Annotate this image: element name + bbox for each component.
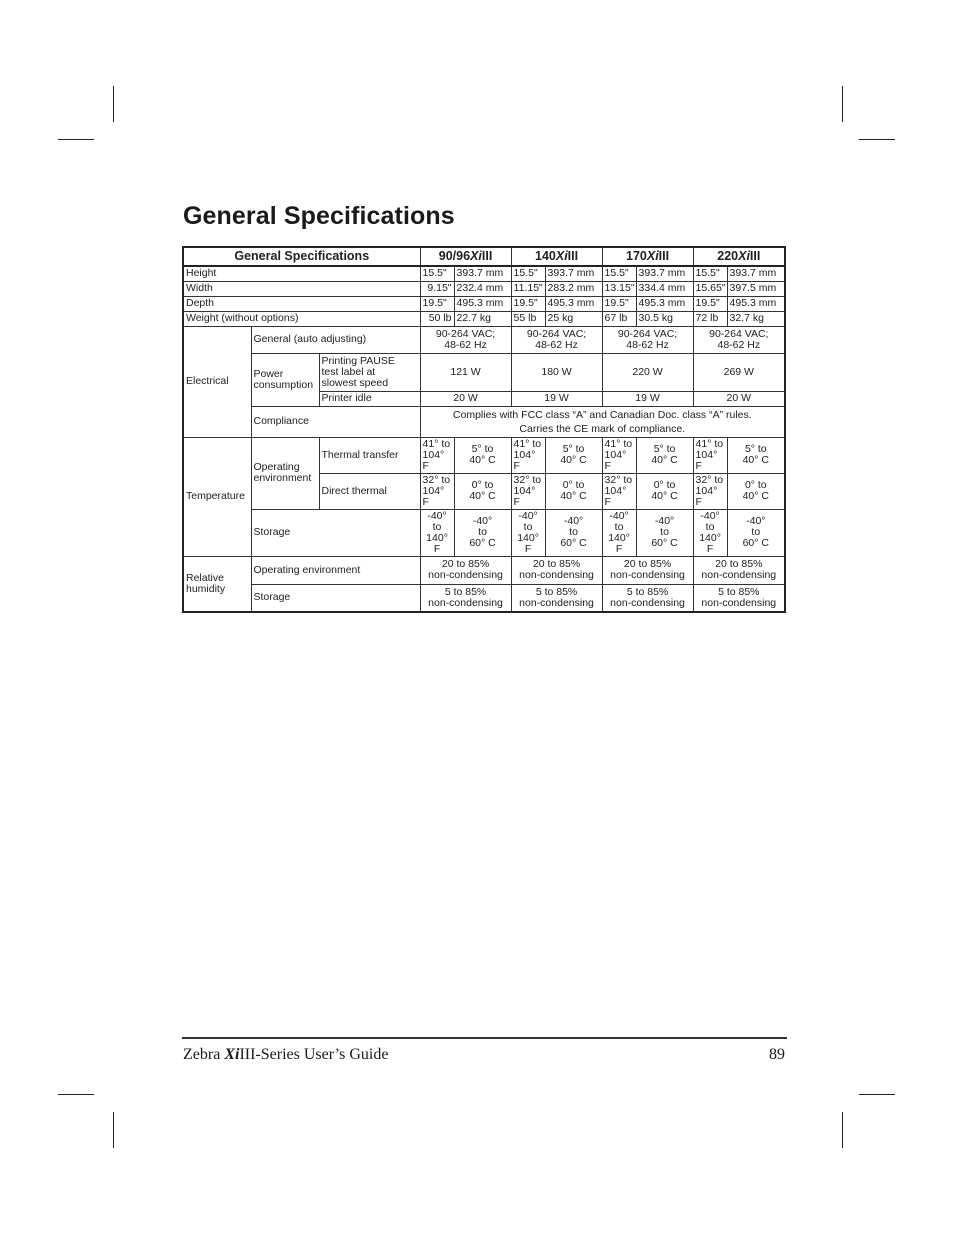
- cell-value: 90-264 VAC; 48-62 Hz: [511, 326, 602, 353]
- row-label-operating-environment: Operating environment: [251, 437, 319, 509]
- cell-value: 5 to 85% non-condensing: [693, 584, 785, 612]
- cell-value: -40° to 60° C: [545, 509, 602, 556]
- specifications-table: [182, 246, 786, 613]
- table-row: [183, 406, 785, 437]
- row-label: Storage: [251, 509, 420, 556]
- row-label: Depth: [183, 296, 420, 311]
- row-label: Direct thermal: [319, 473, 420, 509]
- table-row: [183, 311, 785, 326]
- cell-value: -40° to 140° F: [602, 509, 636, 556]
- cell-value: 5 to 85% non-condensing: [602, 584, 693, 612]
- table-row: [183, 266, 785, 281]
- cell-value: 393.7 mm: [727, 266, 785, 281]
- cell-value: -40° to 60° C: [727, 509, 785, 556]
- row-label: Printer idle: [319, 391, 420, 406]
- cell-value: -40° to 60° C: [636, 509, 693, 556]
- row-label: Thermal transfer: [319, 437, 420, 473]
- cell-value: 393.7 mm: [636, 266, 693, 281]
- cell-value: 20 to 85% non-condensing: [511, 556, 602, 584]
- cell-value: -40° to 140° F: [420, 509, 454, 556]
- cell-value: 19.5": [693, 296, 727, 311]
- cell-value: 19.5": [420, 296, 454, 311]
- header-model: 220XiIII: [693, 247, 785, 266]
- cell-value: 5° to 40° C: [545, 437, 602, 473]
- crop-mark: [859, 139, 895, 140]
- cell-value: 90-264 VAC; 48-62 Hz: [693, 326, 785, 353]
- cell-value: 55 lb: [511, 311, 545, 326]
- cell-value: 20 to 85% non-condensing: [602, 556, 693, 584]
- cell-value: 495.3 mm: [636, 296, 693, 311]
- section-label-humidity: Relative humidity: [183, 556, 251, 612]
- cell-value: 15.5": [420, 266, 454, 281]
- cell-value: 19 W: [602, 391, 693, 406]
- cell-value: 5° to 40° C: [636, 437, 693, 473]
- cell-value: 5 to 85% non-condensing: [511, 584, 602, 612]
- cell-value: 397.5 mm: [727, 281, 785, 296]
- cell-value: 30.5 kg: [636, 311, 693, 326]
- cell-value: -40° to 140° F: [511, 509, 545, 556]
- cell-value: 72 lb: [693, 311, 727, 326]
- cell-value: 11.15": [511, 281, 545, 296]
- footer-title: Zebra XiIII-Series User’s Guide: [183, 1046, 389, 1063]
- cell-value: 5° to 40° C: [454, 437, 511, 473]
- header-label: General Specifications: [183, 247, 420, 266]
- cell-value: 393.7 mm: [545, 266, 602, 281]
- cell-value: 495.3 mm: [545, 296, 602, 311]
- cell-value: 15.5": [602, 266, 636, 281]
- cell-value: 393.7 mm: [454, 266, 511, 281]
- table-row: [183, 509, 785, 556]
- cell-value: 32.7 kg: [727, 311, 785, 326]
- table-header-row: [183, 247, 785, 266]
- cell-value: 32° to 104° F: [693, 473, 727, 509]
- cell-value: 495.3 mm: [454, 296, 511, 311]
- cell-value: 0° to 40° C: [727, 473, 785, 509]
- row-label: Weight (without options): [183, 311, 420, 326]
- cell-value: 232.4 mm: [454, 281, 511, 296]
- cell-value: 41° to 104° F: [420, 437, 454, 473]
- cell-value: 5° to 40° C: [727, 437, 785, 473]
- cell-value: 41° to 104° F: [511, 437, 545, 473]
- header-model: 90/96XiIII: [420, 247, 511, 266]
- row-label: Storage: [251, 584, 420, 612]
- cell-value: 41° to 104° F: [693, 437, 727, 473]
- table-row: [183, 281, 785, 296]
- row-label: Operating environment: [251, 556, 420, 584]
- table-row: [183, 326, 785, 353]
- row-label: Compliance: [251, 406, 420, 437]
- cell-value: 90-264 VAC; 48-62 Hz: [420, 326, 511, 353]
- table-row: [183, 296, 785, 311]
- cell-value: 25 kg: [545, 311, 602, 326]
- row-label-power-consumption: Power consumption: [251, 353, 319, 406]
- crop-mark: [842, 1112, 843, 1148]
- cell-value: 32° to 104° F: [511, 473, 545, 509]
- crop-mark: [58, 139, 94, 140]
- cell-value: 9.15": [420, 281, 454, 296]
- row-label: Height: [183, 266, 420, 281]
- cell-value: 19.5": [511, 296, 545, 311]
- cell-value: 0° to 40° C: [454, 473, 511, 509]
- cell-value: 0° to 40° C: [545, 473, 602, 509]
- cell-value: 20 to 85% non-condensing: [420, 556, 511, 584]
- cell-value: 5 to 85% non-condensing: [420, 584, 511, 612]
- cell-value: 283.2 mm: [545, 281, 602, 296]
- section-label-electrical: Electrical: [183, 326, 251, 437]
- cell-value: 32° to 104° F: [420, 473, 454, 509]
- section-label-temperature: Temperature: [183, 437, 251, 556]
- crop-mark: [113, 1112, 114, 1148]
- header-model: 170XiIII: [602, 247, 693, 266]
- cell-value: 32° to 104° F: [602, 473, 636, 509]
- cell-value: 121 W: [420, 353, 511, 391]
- header-model: 140XiIII: [511, 247, 602, 266]
- cell-value: 20 to 85% non-condensing: [693, 556, 785, 584]
- row-label: Printing PAUSE test label at slowest speed: [319, 353, 420, 391]
- crop-mark: [113, 86, 114, 122]
- cell-value: 90-264 VAC; 48-62 Hz: [602, 326, 693, 353]
- cell-value: -40° to 140° F: [693, 509, 727, 556]
- cell-value: 15.5": [511, 266, 545, 281]
- cell-value: 41° to 104° F: [602, 437, 636, 473]
- cell-value: 19 W: [511, 391, 602, 406]
- cell-value: 20 W: [420, 391, 511, 406]
- table-row: [183, 556, 785, 584]
- table-row: [183, 584, 785, 612]
- cell-value: 220 W: [602, 353, 693, 391]
- page-number: 89: [769, 1046, 785, 1063]
- table-row: [183, 437, 785, 473]
- row-label: General (auto adjusting): [251, 326, 420, 353]
- cell-value: 269 W: [693, 353, 785, 391]
- cell-value: 15.5": [693, 266, 727, 281]
- cell-value: 20 W: [693, 391, 785, 406]
- crop-mark: [58, 1094, 94, 1095]
- cell-value: 13.15": [602, 281, 636, 296]
- compliance-text: Complies with FCC class “A” and Canadian Doc. class “A” rules. Carries the CE mark of compliance.: [420, 406, 785, 437]
- cell-value: 50 lb: [420, 311, 454, 326]
- cell-value: 180 W: [511, 353, 602, 391]
- table-row: [183, 353, 785, 391]
- cell-value: 22.7 kg: [454, 311, 511, 326]
- crop-mark: [842, 86, 843, 122]
- footer-rule: [182, 1037, 787, 1039]
- cell-value: 334.4 mm: [636, 281, 693, 296]
- cell-value: 19.5": [602, 296, 636, 311]
- cell-value: 15.65": [693, 281, 727, 296]
- cell-value: 495.3 mm: [727, 296, 785, 311]
- cell-value: 0° to 40° C: [636, 473, 693, 509]
- cell-value: -40° to 60° C: [454, 509, 511, 556]
- row-label: Width: [183, 281, 420, 296]
- crop-mark: [859, 1094, 895, 1095]
- page-title: General Specifications: [183, 202, 455, 230]
- cell-value: 67 lb: [602, 311, 636, 326]
